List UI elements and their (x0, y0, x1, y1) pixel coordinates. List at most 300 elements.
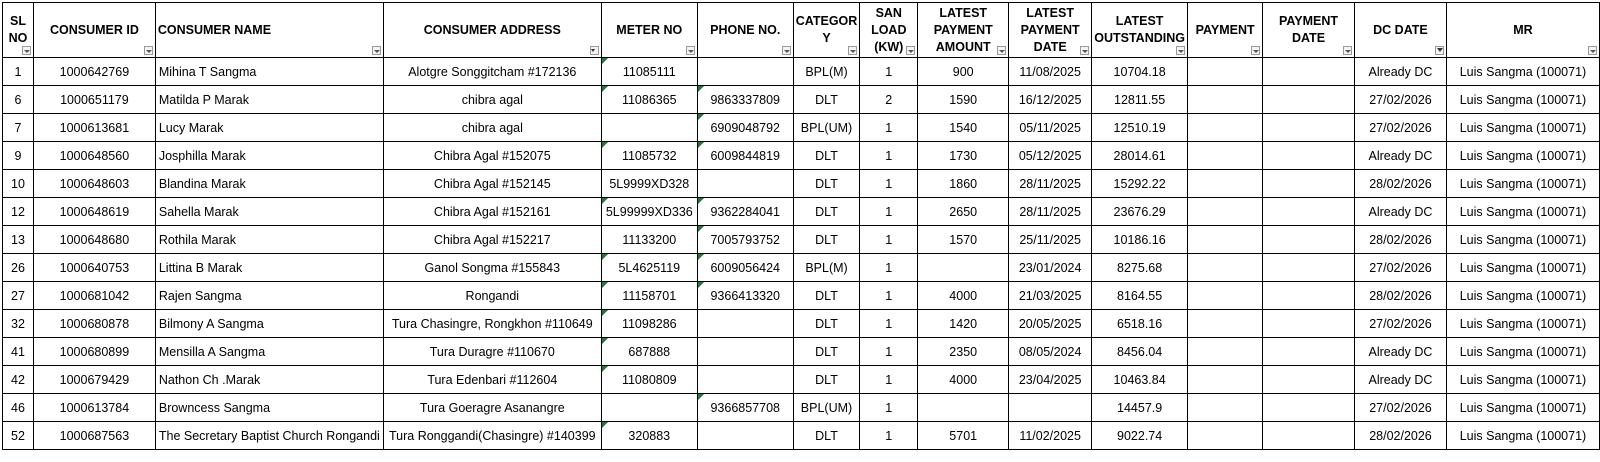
column-header-label: CATEGOR Y (795, 14, 858, 45)
column-header-label: DC DATE (1373, 22, 1428, 37)
cell-name[interactable] (155, 86, 383, 114)
cell-name[interactable] (155, 338, 383, 366)
cell-phone[interactable] (697, 114, 793, 142)
cell-payment[interactable] (1188, 310, 1263, 338)
cell-payment[interactable] (1188, 254, 1263, 282)
cell-category[interactable] (793, 338, 860, 366)
cell-category[interactable] (793, 422, 860, 450)
cell-sl[interactable] (3, 310, 34, 338)
cell-paydate[interactable] (1263, 282, 1355, 310)
cell-value: Chibra Agal #152145 (433, 176, 551, 191)
cell-name[interactable] (155, 366, 383, 394)
cell-phone[interactable] (697, 58, 793, 86)
number-as-text-indicator-icon (698, 114, 704, 120)
cell-payment[interactable] (1188, 394, 1263, 422)
cell-value: 12811.55 (1114, 92, 1166, 107)
cell-mr[interactable] (1446, 310, 1599, 338)
cell-name[interactable] (155, 422, 383, 450)
cell-pdate[interactable] (1009, 394, 1092, 422)
cell-value: Browncess Sangma (158, 400, 271, 415)
filter-dropdown-icon[interactable] (1176, 46, 1185, 55)
cell-mr[interactable] (1446, 422, 1599, 450)
cell-payment[interactable] (1188, 422, 1263, 450)
cell-value: 4000 (949, 288, 978, 303)
cell-outstanding[interactable] (1092, 254, 1188, 282)
cell-value: Tura Goeragre Asanangre (419, 400, 565, 415)
cell-address[interactable] (383, 394, 601, 422)
cell-mr[interactable] (1446, 226, 1599, 254)
cell-pdate[interactable] (1009, 254, 1092, 282)
cell-outstanding[interactable] (1092, 394, 1188, 422)
cell-amount[interactable] (918, 226, 1009, 254)
cell-load[interactable] (860, 226, 918, 254)
cell-load[interactable] (860, 338, 918, 366)
cell-value: DLT (815, 92, 838, 107)
column-header-label: METER NO (616, 22, 683, 37)
cell-meter[interactable] (601, 226, 697, 254)
cell-value: 11/02/2025 (1019, 428, 1081, 443)
cell-phone[interactable] (697, 86, 793, 114)
cell-amount[interactable] (918, 310, 1009, 338)
cell-paydate[interactable] (1263, 366, 1355, 394)
cell-load[interactable] (860, 422, 918, 450)
cell-value: Josphilla Marak (158, 148, 246, 163)
cell-category[interactable] (793, 282, 860, 310)
cell-load[interactable] (860, 58, 918, 86)
filter-dropdown-icon[interactable] (782, 46, 791, 55)
cell-value: Rothila Marak (158, 232, 236, 247)
cell-address[interactable] (383, 58, 601, 86)
cell-category[interactable] (793, 366, 860, 394)
table-row (3, 198, 1600, 226)
filter-dropdown-icon[interactable] (686, 46, 695, 55)
cell-paydate[interactable] (1263, 86, 1355, 114)
cell-pdate[interactable] (1009, 86, 1092, 114)
cell-load[interactable] (860, 282, 918, 310)
cell-dcdate[interactable] (1355, 254, 1447, 282)
cell-mr[interactable] (1446, 282, 1599, 310)
cell-value: 11086365 (621, 92, 677, 107)
cell-sl[interactable] (3, 254, 34, 282)
cell-id[interactable] (33, 142, 155, 170)
cell-outstanding[interactable] (1092, 366, 1188, 394)
cell-pdate[interactable] (1009, 310, 1092, 338)
number-as-text-indicator-icon (602, 310, 608, 316)
cell-dcdate[interactable] (1355, 86, 1447, 114)
filter-dropdown-icon[interactable] (1588, 46, 1597, 55)
cell-category[interactable] (793, 310, 860, 338)
cell-mr[interactable] (1446, 58, 1599, 86)
cell-load[interactable] (860, 142, 918, 170)
cell-meter[interactable] (601, 338, 697, 366)
cell-name[interactable] (155, 310, 383, 338)
cell-value: 28/02/2026 (1369, 288, 1432, 303)
cell-pdate[interactable] (1009, 58, 1092, 86)
cell-dcdate[interactable] (1355, 142, 1447, 170)
cell-meter[interactable] (601, 422, 697, 450)
cell-name[interactable] (155, 254, 383, 282)
cell-amount[interactable] (918, 282, 1009, 310)
cell-value: 687888 (628, 344, 671, 359)
filter-dropdown-icon[interactable] (1080, 46, 1089, 55)
cell-value: 8456.04 (1117, 344, 1163, 359)
cell-pdate[interactable] (1009, 142, 1092, 170)
cell-paydate[interactable] (1263, 142, 1355, 170)
cell-dcdate[interactable] (1355, 394, 1447, 422)
cell-value: 11133200 (622, 232, 677, 247)
cell-amount[interactable] (918, 422, 1009, 450)
cell-value: 13 (11, 232, 25, 247)
filter-dropdown-icon[interactable] (906, 46, 915, 55)
cell-outstanding[interactable] (1092, 142, 1188, 170)
cell-name[interactable] (155, 170, 383, 198)
cell-name[interactable] (155, 198, 383, 226)
cell-amount[interactable] (918, 254, 1009, 282)
table-row (3, 86, 1600, 114)
cell-meter[interactable] (601, 114, 697, 142)
cell-value: 1000613784 (59, 400, 130, 415)
cell-address[interactable] (383, 422, 601, 450)
cell-load[interactable] (860, 310, 918, 338)
cell-value: BPL(UM) (800, 120, 853, 135)
cell-address[interactable] (383, 86, 601, 114)
cell-address[interactable] (383, 254, 601, 282)
cell-id[interactable] (33, 310, 155, 338)
cell-load[interactable] (860, 254, 918, 282)
cell-dcdate[interactable] (1355, 58, 1447, 86)
cell-category[interactable] (793, 170, 860, 198)
cell-payment[interactable] (1188, 226, 1263, 254)
cell-sl[interactable] (3, 394, 34, 422)
cell-dcdate[interactable] (1355, 198, 1447, 226)
cell-payment[interactable] (1188, 198, 1263, 226)
cell-id[interactable] (33, 366, 155, 394)
filter-dropdown-icon[interactable] (848, 46, 857, 55)
cell-pdate[interactable] (1009, 170, 1092, 198)
cell-mr[interactable] (1446, 198, 1599, 226)
cell-outstanding[interactable] (1092, 198, 1188, 226)
cell-sl[interactable] (3, 170, 34, 198)
cell-value: 6009056424 (710, 260, 781, 275)
cell-value: 1000651179 (60, 92, 129, 107)
cell-id[interactable] (33, 114, 155, 142)
cell-address[interactable] (383, 170, 601, 198)
cell-outstanding[interactable] (1092, 114, 1188, 142)
cell-phone[interactable] (697, 170, 793, 198)
cell-pdate[interactable] (1009, 422, 1092, 450)
column-header-name (155, 3, 383, 58)
cell-category[interactable] (793, 58, 860, 86)
cell-payment[interactable] (1188, 338, 1263, 366)
cell-paydate[interactable] (1263, 170, 1355, 198)
column-header-category (793, 3, 860, 58)
cell-value: 16/12/2025 (1018, 92, 1082, 107)
cell-mr[interactable] (1446, 170, 1599, 198)
cell-pdate[interactable] (1009, 338, 1092, 366)
cell-paydate[interactable] (1263, 58, 1355, 86)
cell-paydate[interactable] (1263, 198, 1355, 226)
cell-meter[interactable] (601, 282, 697, 310)
filter-dropdown-icon[interactable] (1251, 46, 1260, 55)
column-header-payment (1188, 3, 1263, 58)
cell-mr[interactable] (1446, 366, 1599, 394)
cell-payment[interactable] (1188, 142, 1263, 170)
number-as-text-indicator-icon (602, 282, 608, 288)
cell-payment[interactable] (1188, 282, 1263, 310)
cell-outstanding[interactable] (1092, 310, 1188, 338)
cell-amount[interactable] (918, 338, 1009, 366)
cell-payment[interactable] (1188, 58, 1263, 86)
cell-payment[interactable] (1188, 170, 1263, 198)
cell-phone[interactable] (697, 142, 793, 170)
column-header-pdate (1009, 3, 1092, 58)
cell-sl[interactable] (3, 282, 34, 310)
cell-category[interactable] (793, 226, 860, 254)
cell-value: Already DC (1368, 344, 1433, 359)
cell-amount[interactable] (918, 142, 1009, 170)
cell-load[interactable] (860, 86, 918, 114)
cell-value: Luis Sangma (100071) (1459, 64, 1587, 79)
cell-load[interactable] (860, 170, 918, 198)
cell-id[interactable] (33, 198, 155, 226)
cell-id[interactable] (33, 422, 155, 450)
cell-amount[interactable] (918, 170, 1009, 198)
cell-phone[interactable] (697, 282, 793, 310)
cell-sl[interactable] (3, 142, 34, 170)
cell-amount[interactable] (918, 114, 1009, 142)
cell-outstanding[interactable] (1092, 338, 1188, 366)
cell-address[interactable] (383, 142, 601, 170)
cell-paydate[interactable] (1263, 338, 1355, 366)
cell-value: The Secretary Baptist Church Rongandi (158, 428, 380, 443)
cell-sl[interactable] (3, 86, 34, 114)
cell-payment[interactable] (1188, 114, 1263, 142)
cell-dcdate[interactable] (1355, 422, 1447, 450)
cell-value: 1730 (949, 148, 978, 163)
cell-mr[interactable] (1446, 394, 1599, 422)
cell-pdate[interactable] (1009, 366, 1092, 394)
cell-meter[interactable] (601, 86, 697, 114)
cell-meter[interactable] (601, 254, 697, 282)
cell-meter[interactable] (601, 366, 697, 394)
cell-value: 28/02/2026 (1369, 176, 1432, 191)
cell-outstanding[interactable] (1092, 226, 1188, 254)
cell-address[interactable] (383, 114, 601, 142)
cell-category[interactable] (793, 86, 860, 114)
cell-id[interactable] (33, 58, 155, 86)
cell-value: Blandina Marak (158, 176, 246, 191)
cell-value: 12510.19 (1113, 120, 1166, 135)
cell-id[interactable] (33, 86, 155, 114)
number-as-text-indicator-icon (698, 86, 704, 92)
cell-load[interactable] (860, 366, 918, 394)
cell-name[interactable] (155, 282, 383, 310)
cell-value: Mihina T Sangma (158, 64, 257, 79)
cell-mr[interactable] (1446, 114, 1599, 142)
cell-paydate[interactable] (1263, 394, 1355, 422)
cell-address[interactable] (383, 226, 601, 254)
cell-amount[interactable] (918, 86, 1009, 114)
cell-value: 2650 (949, 204, 978, 219)
filter-dropdown-icon[interactable] (590, 46, 599, 55)
cell-sl[interactable] (3, 114, 34, 142)
cell-id[interactable] (33, 394, 155, 422)
cell-value: 11080809 (621, 372, 677, 387)
cell-value: 11158701 (622, 288, 677, 303)
cell-phone[interactable] (697, 422, 793, 450)
cell-mr[interactable] (1446, 86, 1599, 114)
cell-phone[interactable] (697, 366, 793, 394)
cell-sl[interactable] (3, 338, 34, 366)
cell-phone[interactable] (697, 338, 793, 366)
cell-meter[interactable] (601, 58, 697, 86)
cell-pdate[interactable] (1009, 198, 1092, 226)
column-header-load (860, 3, 918, 58)
cell-sl[interactable] (3, 366, 34, 394)
cell-outstanding[interactable] (1092, 86, 1188, 114)
cell-load[interactable] (860, 394, 918, 422)
cell-sl[interactable] (3, 198, 34, 226)
cell-outstanding[interactable] (1092, 422, 1188, 450)
cell-category[interactable] (793, 254, 860, 282)
cell-mr[interactable] (1446, 142, 1599, 170)
cell-dcdate[interactable] (1355, 338, 1447, 366)
cell-phone[interactable] (697, 310, 793, 338)
cell-amount[interactable] (918, 58, 1009, 86)
cell-value: BPL(UM) (800, 400, 853, 415)
cell-payment[interactable] (1188, 366, 1263, 394)
cell-paydate[interactable] (1263, 310, 1355, 338)
cell-phone[interactable] (697, 394, 793, 422)
cell-dcdate[interactable] (1355, 366, 1447, 394)
cell-sl[interactable] (3, 58, 34, 86)
cell-id[interactable] (33, 226, 155, 254)
cell-pdate[interactable] (1009, 114, 1092, 142)
cell-pdate[interactable] (1009, 226, 1092, 254)
cell-paydate[interactable] (1263, 114, 1355, 142)
cell-value: 9 (14, 148, 22, 163)
cell-sl[interactable] (3, 226, 34, 254)
cell-value: 6909048792 (710, 120, 781, 135)
cell-outstanding[interactable] (1092, 170, 1188, 198)
cell-value: Mensilla A Sangma (158, 344, 266, 359)
cell-load[interactable] (860, 198, 918, 226)
cell-value: Chibra Agal #152161 (433, 204, 551, 219)
cell-dcdate[interactable] (1355, 282, 1447, 310)
number-as-text-indicator-icon (602, 366, 608, 372)
cell-value: 1420 (949, 316, 978, 331)
cell-dcdate[interactable] (1355, 170, 1447, 198)
cell-phone[interactable] (697, 254, 793, 282)
cell-value: Sahella Marak (158, 204, 239, 219)
cell-mr[interactable] (1446, 254, 1599, 282)
cell-name[interactable] (155, 114, 383, 142)
cell-value: 1000680899 (59, 344, 130, 359)
cell-category[interactable] (793, 394, 860, 422)
cell-payment[interactable] (1188, 86, 1263, 114)
cell-address[interactable] (383, 310, 601, 338)
cell-id[interactable] (33, 282, 155, 310)
cell-value: 1570 (949, 232, 978, 247)
filter-dropdown-icon[interactable] (1435, 46, 1444, 55)
cell-address[interactable] (383, 198, 601, 226)
cell-value: Already DC (1368, 64, 1433, 79)
cell-meter[interactable] (601, 170, 697, 198)
number-as-text-indicator-icon (698, 142, 704, 148)
cell-value: Luis Sangma (100071) (1459, 288, 1587, 303)
filter-dropdown-icon[interactable] (144, 46, 153, 55)
cell-phone[interactable] (697, 198, 793, 226)
cell-amount[interactable] (918, 366, 1009, 394)
cell-name[interactable] (155, 394, 383, 422)
cell-load[interactable] (860, 114, 918, 142)
cell-paydate[interactable] (1263, 422, 1355, 450)
cell-id[interactable] (33, 338, 155, 366)
cell-category[interactable] (793, 142, 860, 170)
filter-dropdown-icon[interactable] (1343, 46, 1352, 55)
cell-sl[interactable] (3, 422, 34, 450)
cell-value: Matilda P Marak (158, 92, 249, 107)
filter-dropdown-icon[interactable] (22, 46, 31, 55)
cell-paydate[interactable] (1263, 226, 1355, 254)
number-as-text-indicator-icon (602, 422, 608, 428)
cell-mr[interactable] (1446, 338, 1599, 366)
cell-value: 1 (885, 120, 893, 135)
cell-value: 1000642769 (59, 64, 130, 79)
cell-dcdate[interactable] (1355, 226, 1447, 254)
cell-value: Luis Sangma (100071) (1459, 400, 1587, 415)
cell-name[interactable] (155, 142, 383, 170)
cell-id[interactable] (33, 170, 155, 198)
cell-value: 1000648680 (59, 232, 130, 247)
cell-value: Luis Sangma (100071) (1459, 372, 1587, 387)
cell-value: 1590 (949, 92, 978, 107)
cell-name[interactable] (155, 226, 383, 254)
cell-id[interactable] (33, 254, 155, 282)
cell-amount[interactable] (918, 198, 1009, 226)
cell-pdate[interactable] (1009, 282, 1092, 310)
cell-category[interactable] (793, 114, 860, 142)
cell-dcdate[interactable] (1355, 114, 1447, 142)
cell-outstanding[interactable] (1092, 58, 1188, 86)
cell-phone[interactable] (697, 226, 793, 254)
table-row (3, 338, 1600, 366)
cell-value: 1 (885, 372, 893, 387)
cell-meter[interactable] (601, 394, 697, 422)
cell-paydate[interactable] (1263, 254, 1355, 282)
cell-value: DLT (815, 148, 838, 163)
filter-dropdown-icon[interactable] (372, 46, 381, 55)
cell-value: 1000640753 (59, 260, 130, 275)
cell-outstanding[interactable] (1092, 282, 1188, 310)
cell-address[interactable] (383, 366, 601, 394)
cell-meter[interactable] (601, 198, 697, 226)
cell-meter[interactable] (601, 142, 697, 170)
cell-dcdate[interactable] (1355, 310, 1447, 338)
cell-name[interactable] (155, 58, 383, 86)
cell-value: 28/02/2026 (1369, 232, 1432, 247)
cell-meter[interactable] (601, 310, 697, 338)
column-header-label: SL NO (8, 14, 28, 45)
cell-value: 1860 (949, 176, 978, 191)
cell-amount[interactable] (918, 394, 1009, 422)
cell-value: Luis Sangma (100071) (1459, 148, 1587, 163)
cell-address[interactable] (383, 338, 601, 366)
column-header-address (383, 3, 601, 58)
cell-address[interactable] (383, 282, 601, 310)
filter-dropdown-icon[interactable] (997, 46, 1006, 55)
cell-category[interactable] (793, 198, 860, 226)
